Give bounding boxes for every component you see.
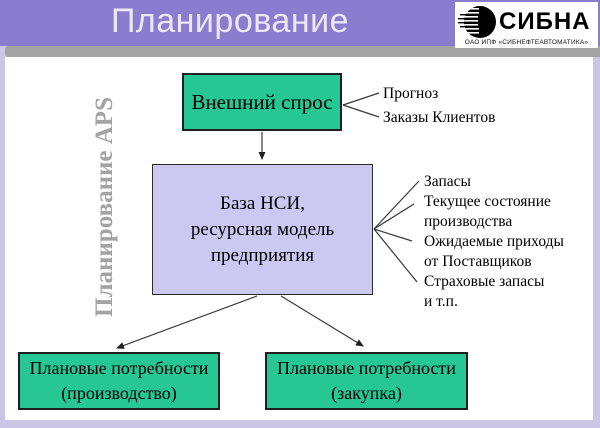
annotation-forecast: Прогноз (383, 85, 439, 102)
node-label-line: Плановые потребности (277, 358, 456, 378)
node-external-demand (182, 73, 342, 131)
logo-name: СИБНА (499, 8, 591, 35)
logo-subtitle: ОАО ИПФ «СИБНЕФТЕАВТОМАТИКА» (464, 39, 589, 46)
node-nsi-base (152, 164, 373, 295)
node-planned-purchase (265, 352, 468, 410)
annotation-line: Текущее состояние (424, 193, 551, 210)
annotation-line: Ожидаемые приходы (424, 233, 564, 250)
node-label-line: Плановые потребности (29, 358, 209, 378)
annotation-line: Запасы (424, 173, 471, 190)
node-label-line: ресурсная модель (190, 218, 335, 240)
annotation-line: и т.п. (424, 293, 458, 310)
node-label-line: (производство) (61, 383, 177, 403)
company-logo (455, 2, 598, 48)
node-planned-production (18, 352, 220, 410)
node-label-line: предприятия (210, 244, 315, 266)
annotation-client-orders: Заказы Клиентов (383, 109, 496, 126)
annotation-line: производства (424, 213, 513, 230)
page-title: Планирование (110, 2, 350, 40)
node-label-line: (закупка) (331, 383, 402, 403)
annotation-line: Страховые запасы (424, 273, 545, 290)
nsi-inputs-list (424, 172, 564, 312)
annotation-line: от Поставщиков (424, 253, 532, 270)
node-label: Внешний спрос (191, 89, 333, 114)
side-label-aps: Планирование APS (91, 97, 118, 317)
sibna-globe-icon (457, 4, 497, 40)
node-label-line: База НСИ, (220, 192, 305, 214)
